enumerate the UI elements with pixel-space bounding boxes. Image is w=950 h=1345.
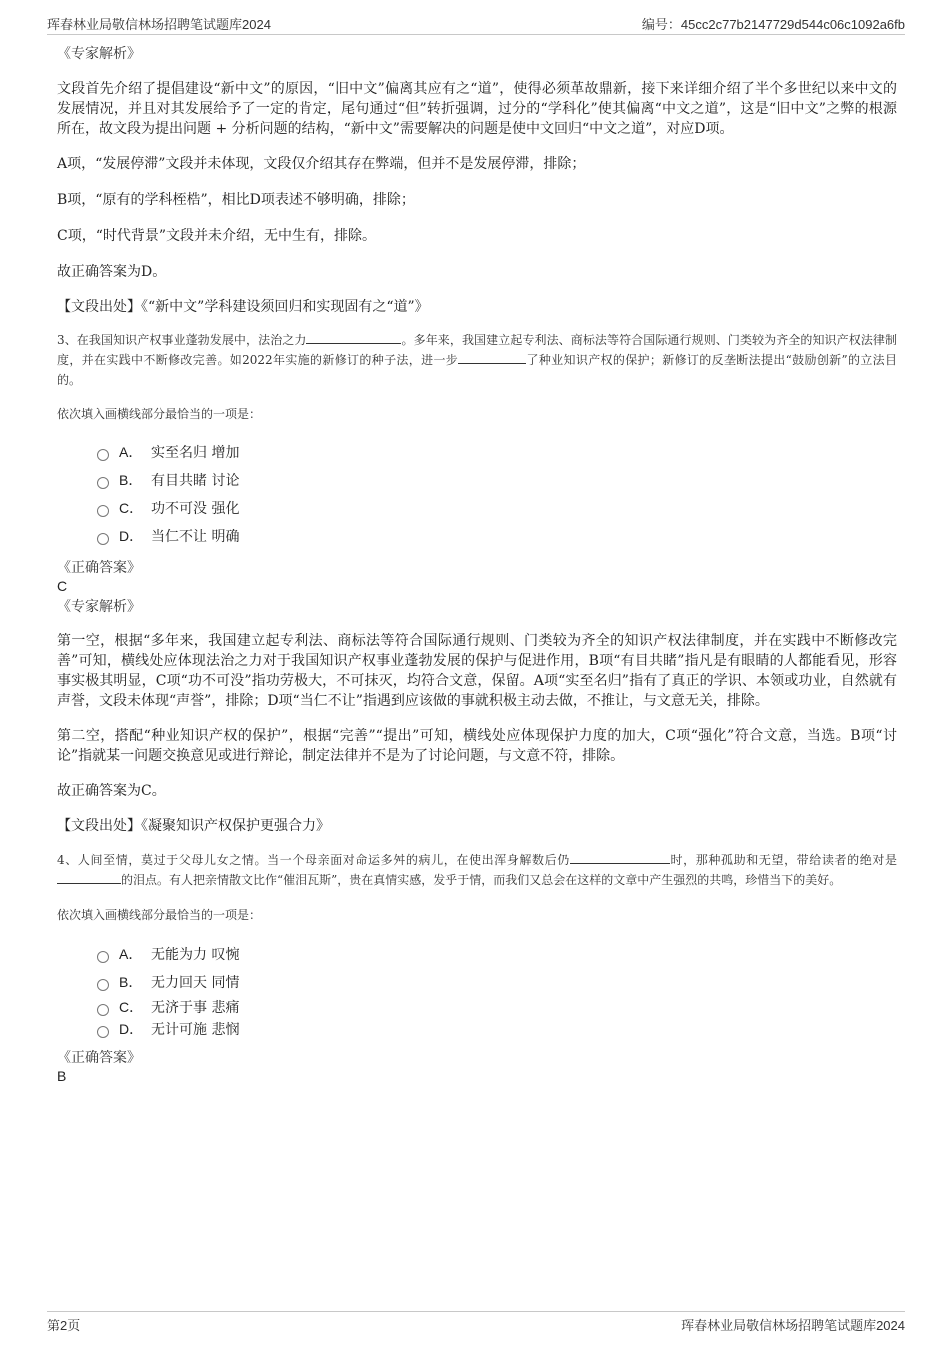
option-a[interactable] xyxy=(97,438,897,466)
option-text: 无济于事 悲痛 xyxy=(151,1000,240,1016)
option-list xyxy=(57,438,897,550)
question-instruction: 依次填入画横线部分最恰当的一项是： xyxy=(57,908,262,922)
radio-icon[interactable] xyxy=(97,1004,109,1016)
analysis-paragraph: 第一空，根据“多年来，我国建立起专利法、商标法等符合国际通行规则、门类较为齐全的知识产权法律制度，并在实践中不断修改完善”可知，横线处应体现法治之力对于我国知识产权事业蓬勃发展的保护与促进作用，B项“有目共睹”指凡是有眼睛的人都能看见，形容事实极其明显，C项“功不可没”指功劳极大，不可抹灭，均符合文意，保留。A项“实至名归”指有了真正的学识、本领或功业，自然就有声誉，文段未体现“声誉”，排除；D项“当仁不让”指遇到应该做的事就积极主动去做，不推让，与文意无关，排除。 xyxy=(57,633,897,709)
option-letter: A． xyxy=(119,444,143,460)
option-letter: A． xyxy=(119,946,143,962)
option-letter: B． xyxy=(119,974,143,990)
analysis-paragraph: 第二空，搭配“种业知识产权的保护”，根据“完善”“提出”可知，横线处应体现保护力度的加大，C项“强化”符合文意，当选。B项“讨论”指就某一问题交换意见或进行辩论，制定法律并不是为了讨论问题，与文意不符，排除。 xyxy=(57,728,897,764)
correct-answer: B xyxy=(57,1068,67,1084)
radio-icon[interactable] xyxy=(97,1026,109,1038)
page-footer xyxy=(47,1311,905,1334)
option-b[interactable] xyxy=(97,968,897,996)
radio-icon[interactable] xyxy=(97,477,109,489)
option-text: 无力回天 同情 xyxy=(151,975,240,991)
option-letter: B． xyxy=(119,472,143,488)
analysis-option-b: B项，“原有的学科桎梏”，相比D项表述不够明确，排除； xyxy=(57,192,415,208)
option-text: 有目共睹 讨论 xyxy=(151,473,240,489)
page-content xyxy=(57,44,897,1084)
passage-source: 【文段出处】《“新中文”学科建设须回归和实现固有之“道”》 xyxy=(57,299,429,315)
option-c[interactable] xyxy=(97,494,897,522)
question-stem: 4、人间至情，莫过于父母儿女之情。当一个母亲面对命运多舛的病儿，在使出浑身解数后仍 时，那种孤助和无望，带给读者的绝对是的泪点。有人把亲情散文比作“催泪瓦斯”，贵在真情实感，发乎于情，而我们又总会在这样的文章中产生强烈的共鸣，珍惜当下的美好。 xyxy=(57,853,897,887)
option-list xyxy=(57,940,897,1040)
conclusion: 故正确答案为D。 xyxy=(57,264,167,280)
option-d[interactable] xyxy=(97,522,897,550)
correct-answer: C xyxy=(57,578,68,594)
option-text: 无能为力 叹惋 xyxy=(151,947,240,963)
fill-blank xyxy=(306,331,401,344)
option-a[interactable] xyxy=(97,940,897,968)
expert-analysis-label: 《专家解析》 xyxy=(57,46,141,62)
fill-blank xyxy=(458,351,526,364)
option-letter: D． xyxy=(119,528,144,544)
option-text: 无计可施 悲悯 xyxy=(151,1022,240,1038)
radio-icon[interactable] xyxy=(97,951,109,963)
option-text: 功不可没 强化 xyxy=(151,501,240,517)
radio-icon[interactable] xyxy=(97,505,109,517)
analysis-option-c: C项，“时代背景”文段并未介绍，无中生有，排除。 xyxy=(57,228,377,244)
analysis-option-a: A项，“发展停滞”文段并未体现，文段仅介绍其存在弊端，但并不是发展停滞，排除； xyxy=(57,156,586,172)
radio-icon[interactable] xyxy=(97,449,109,461)
option-letter: C． xyxy=(119,999,144,1015)
option-text: 实至名归 增加 xyxy=(151,445,240,461)
passage-source: 【文段出处】《凝聚知识产权保护更强合力》 xyxy=(57,818,330,834)
header-serial: 编号：45cc2c77b2147729d544c06c1092a6fb xyxy=(641,17,905,32)
option-text: 当仁不让 明确 xyxy=(151,529,240,545)
correct-answer-label: 《正确答案》 xyxy=(57,560,141,576)
conclusion: 故正确答案为C。 xyxy=(57,783,166,799)
page-header xyxy=(47,14,905,35)
header-title: 珲春林业局敬信林场招聘笔试题库2024 xyxy=(47,17,271,32)
expert-analysis-label: 《专家解析》 xyxy=(57,599,141,615)
question-stem: 3、在我国知识产权事业蓬勃发展中，法治之力 。多年来，我国建立起专利法、商标法等符合国际通行规则、门类较为齐全的知识产权法律制度，并在实践中不断修改完善。如2022年实施的新修订的种子法，进一步 了种业知识产权的保护；新修订的反垄断法提出“鼓励创新”的立法目的。 xyxy=(57,333,897,387)
option-c[interactable] xyxy=(97,996,897,1018)
fill-blank xyxy=(57,871,121,884)
page-number: 第2页 xyxy=(47,1318,81,1333)
footer-title: 珲春林业局敬信林场招聘笔试题库2024 xyxy=(681,1318,905,1333)
option-d[interactable] xyxy=(97,1018,897,1040)
correct-answer-label: 《正确答案》 xyxy=(57,1050,141,1066)
fill-blank xyxy=(570,851,670,864)
option-letter: D． xyxy=(119,1021,144,1037)
option-b[interactable] xyxy=(97,466,897,494)
radio-icon[interactable] xyxy=(97,979,109,991)
radio-icon[interactable] xyxy=(97,533,109,545)
question-instruction: 依次填入画横线部分最恰当的一项是： xyxy=(57,407,262,421)
option-letter: C． xyxy=(119,500,144,516)
analysis-paragraph: 文段首先介绍了提倡建设“新中文”的原因，“旧中文”偏离其应有之“道”，使得必须革故鼎新，接下来详细介绍了半个多世纪以来中文的发展情况，并且对其发展给予了一定的肯定，尾句通过“但”转折强调，过分的“学科化”使其偏离“中文之道”，这是“旧中文”之弊的根源所在，故文段为提出问题 + 分析问题的结构，“新中文”需要解决的问题是使中文回归“中文之道”，对应D项。 xyxy=(57,81,897,137)
